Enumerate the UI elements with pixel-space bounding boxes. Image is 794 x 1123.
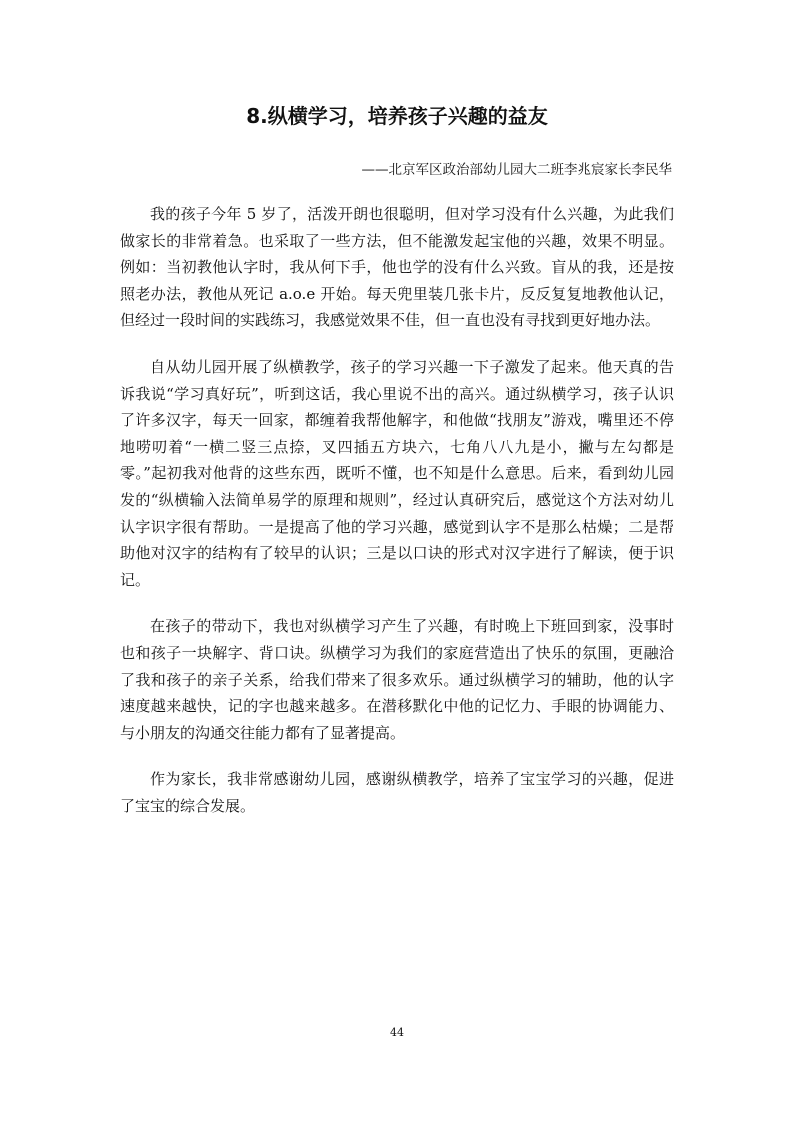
body-paragraph: 我的孩子今年 5 岁了，活泼开朗也很聪明，但对学习没有什么兴趣，为此我们做家长的非常着急。也采取了一些方法，但不能激发起宝他的兴趣，效果不明显。例如：当初教他认字时，我从何下手，他也学的没有什么兴致。盲从的我，还是按照老办法，教他从死记 a.o.e 开始。每天兜里装几张卡片，反反复复地教他认记，但经过一段时间的实践练习，我感觉效果不佳，但一直也没有寻找到更好地办法。 [120, 205, 674, 330]
body-paragraph: 作为家长，我非常感谢幼儿园，感谢纵横教学，培养了宝宝学习的兴趣，促进了宝宝的综合发展。 [120, 770, 674, 815]
document-title: 8.纵横学习，培养孩子兴趣的益友 [246, 104, 548, 128]
body-paragraph: 自从幼儿园开展了纵横教学，孩子的学习兴趣一下子激发了起来。他天真的告诉我说“学习真好玩”，听到这话，我心里说不出的高兴。通过纵横学习，孩子认识了许多汉字，每天一回家，都缠着我帮他解字，和他做“找朋友”游戏，嘴里还不停地唠叨着“一横二竖三点捺，叉四插五方块六，七角八八九是小，撇与左勾都是零。”起初我对他背的这些东西，既听不懂，也不知是什么意思。后来，看到幼儿园发的“纵横输入法简单易学的原理和规则”，经过认真研究后，感觉这个方法对幼儿认字识字很有帮助。一是提高了他的学习兴趣，感觉到认字不是那么枯燥；二是帮助他对汉字的结构有了较早的认识；三是以口诀的形式对汉字进行了解读，便于识记。 [120, 357, 674, 589]
document-body [120, 201, 674, 839]
body-paragraph: 在孩子的带动下，我也对纵横学习产生了兴趣，有时晚上下班回到家，没事时也和孩子一块解字、背口诀。纵横学习为我们的家庭营造出了快乐的氛围，更融洽了我和孩子的亲子关系，给我们带来了很多欢乐。通过纵横学习的辅助，他的认字速度越来越快，记的字也越来越多。在潜移默化中他的记忆力、手眼的协调能力、与小朋友的沟通交往能力都有了显著提高。 [120, 617, 674, 742]
document-byline: ——北京军区政治部幼儿园大二班李兆宸家长李民华 [361, 162, 672, 178]
page-number: 44 [390, 1026, 404, 1039]
